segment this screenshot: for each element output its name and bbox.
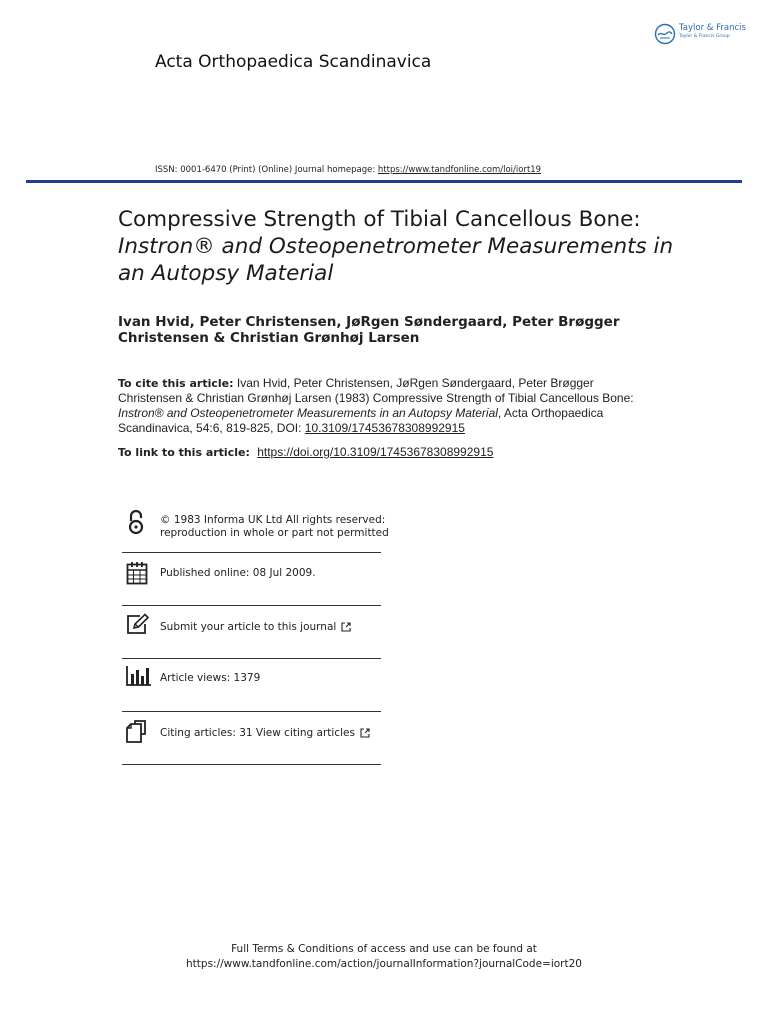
footer xyxy=(0,942,768,972)
external-link-icon xyxy=(360,728,370,738)
views-text: Article views: 1379 xyxy=(160,672,261,684)
citing-link[interactable]: Citing articles: 31 View citing articles xyxy=(160,727,355,739)
footer-terms-link[interactable]: https://www.tandfonline.com/action/journalInformation?journalCode=iort20 xyxy=(186,958,582,970)
views-row xyxy=(122,659,381,709)
journal-homepage-link[interactable]: https://www.tandfonline.com/loi/iort19 xyxy=(377,165,542,175)
publisher-logo-icon xyxy=(654,23,676,45)
citation-italic-title: Instron® and Osteopenetrometer Measurements in an Autopsy Material xyxy=(118,406,498,420)
article-title-sub: Instron® and Osteopenetrometer Measurements in an Autopsy Material xyxy=(118,234,674,286)
citation-text-1: Ivan Hvid, Peter Christensen, JøRgen Søndergaard, Peter Brøgger Christensen & Christian Grønhøj Larsen (1983) Compressive Strength of Tibial Cancellous Bone: xyxy=(118,376,634,405)
citing-row[interactable] xyxy=(122,712,381,762)
link-block xyxy=(118,445,658,459)
copyright-line-1: © 1983 Informa UK Ltd All rights reserved: xyxy=(160,514,386,526)
citing-documents-icon xyxy=(126,720,152,744)
bar-chart-icon xyxy=(126,666,152,686)
issn-line xyxy=(155,165,541,175)
published-text: Published online: 08 Jul 2009. xyxy=(160,567,316,579)
link-label: To link to this article: xyxy=(118,446,250,459)
open-lock-icon xyxy=(126,509,146,535)
authors: Ivan Hvid, Peter Christensen, JøRgen Søndergaard, Peter Brøgger Christensen & Christian Grønhøj Larsen xyxy=(118,314,620,346)
issn-text: ISSN: 0001-6470 (Print) (Online) Journal homepage: xyxy=(155,165,376,175)
citation-label: To cite this article: xyxy=(118,377,234,390)
external-link-icon xyxy=(341,622,351,632)
edit-icon xyxy=(126,613,150,635)
calendar-icon xyxy=(126,561,148,585)
footer-line-1: Full Terms & Conditions of access and use can be found at xyxy=(231,943,537,955)
doi-link[interactable]: 10.3109/17453678308992915 xyxy=(304,421,465,435)
article-doi-url-link[interactable]: https://doi.org/10.3109/17453678308992915 xyxy=(257,445,494,459)
published-row xyxy=(122,553,381,603)
submit-row[interactable] xyxy=(122,606,381,656)
citation-block xyxy=(118,376,658,436)
submit-link[interactable]: Submit your article to this journal xyxy=(160,621,337,633)
row-divider xyxy=(122,764,381,765)
publisher-name: Taylor & Francis xyxy=(679,23,746,33)
publisher-group: Taylor & Francis Group xyxy=(679,34,730,39)
article-title-main: Compressive Strength of Tibial Cancellous Bone: xyxy=(118,207,641,232)
copyright-line-2: reproduction in whole or part not permitted xyxy=(160,527,389,539)
citation-text-2: , Acta Orthopaedica Scandinavica, 54:6, 819-825, DOI: xyxy=(118,406,604,435)
copyright-row xyxy=(122,506,389,550)
journal-title: Acta Orthopaedica Scandinavica xyxy=(155,52,432,72)
publisher-logo[interactable] xyxy=(654,21,754,49)
header-divider xyxy=(26,180,742,183)
article-title xyxy=(118,206,678,287)
